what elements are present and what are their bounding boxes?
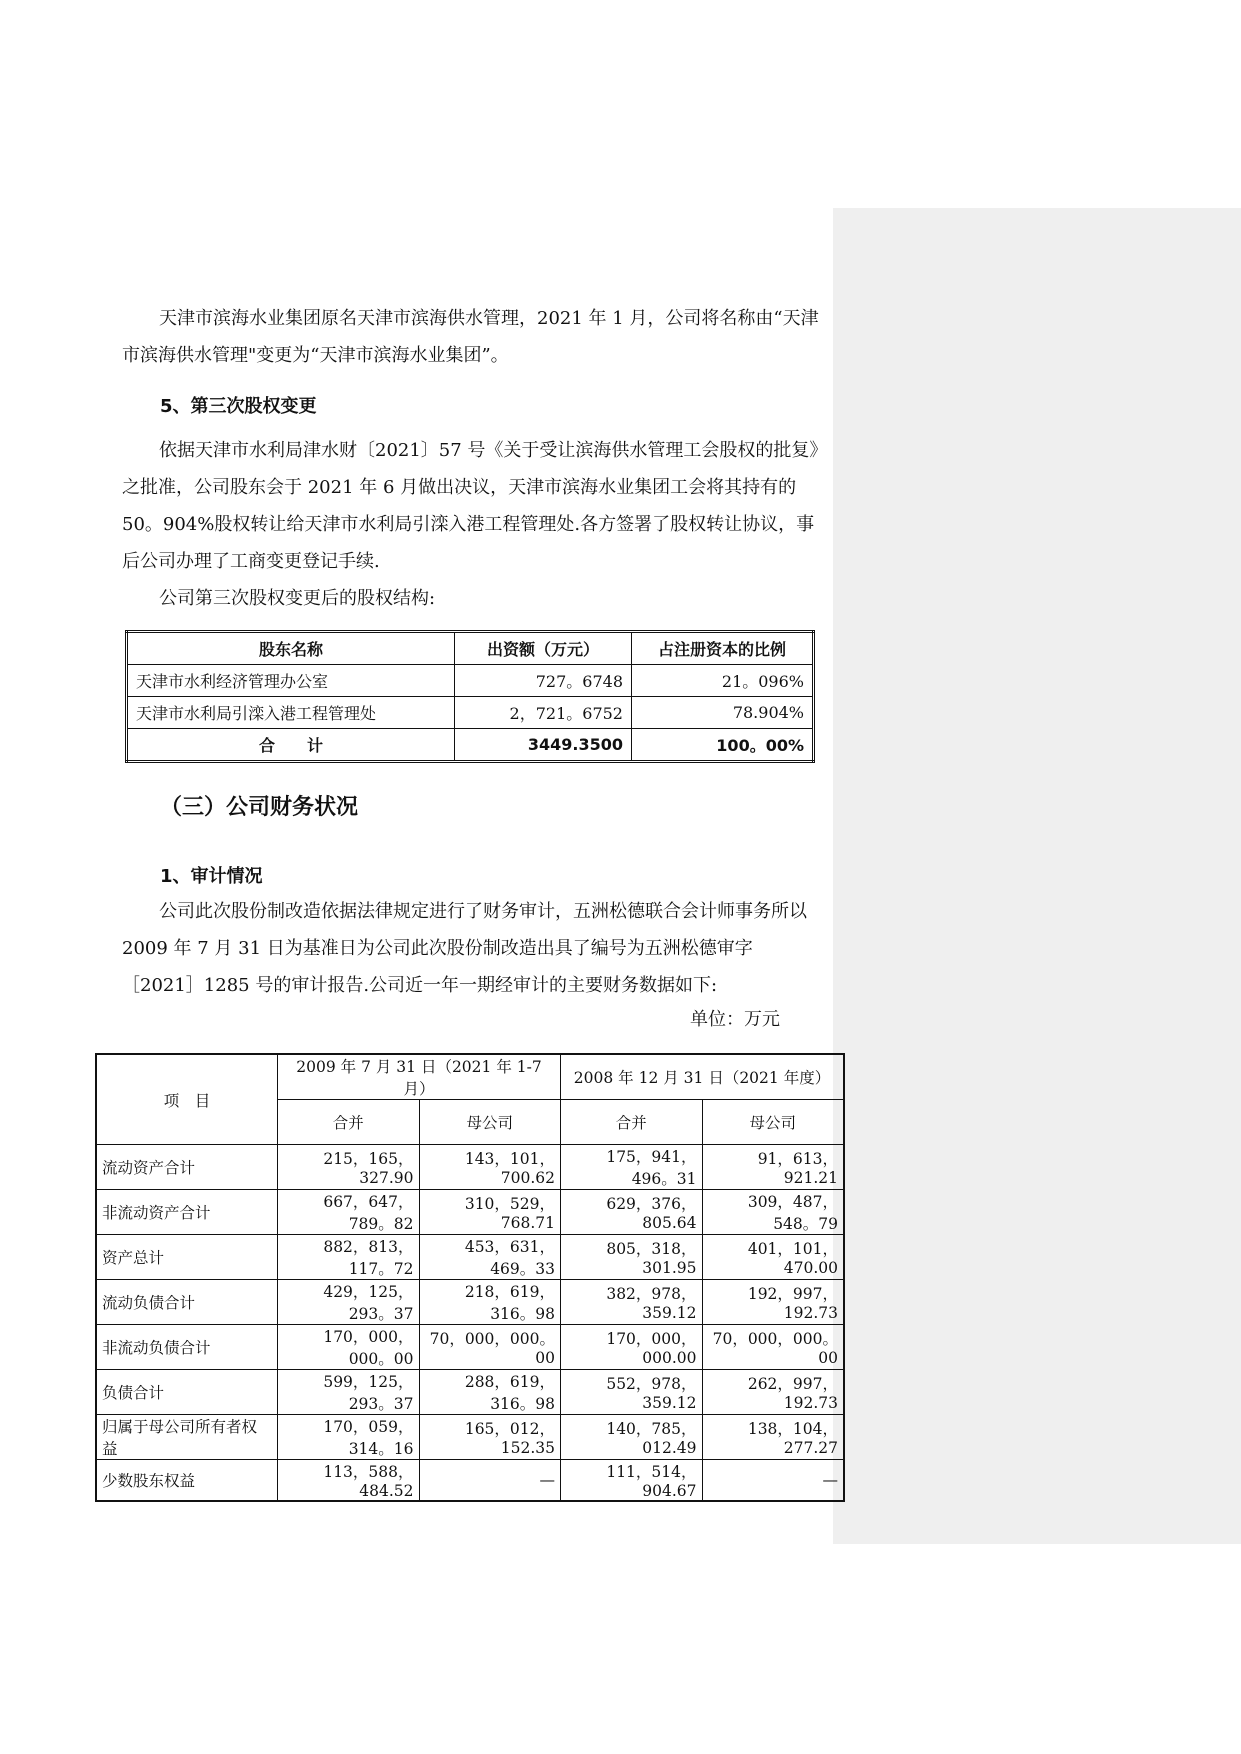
total-row (127, 729, 814, 762)
heading-audit: 1、审计情况 (160, 866, 263, 887)
cell-value: — (419, 1460, 561, 1502)
cell-value: 175，941，496。31 (561, 1145, 703, 1190)
row-label: 归属于母公司所有者权益 (96, 1415, 278, 1460)
shareholder-name: 天津市水利经济管理办公室 (127, 665, 455, 697)
cell-value: 113，588，484.52 (278, 1460, 420, 1502)
table-row (96, 1145, 844, 1190)
column-header: 股东名称 (127, 632, 455, 665)
cell-value: 288，619，316。98 (419, 1370, 561, 1415)
cell-value: 170，000，000。00 (278, 1325, 420, 1370)
cell-value: 91，613，921.21 (702, 1145, 844, 1190)
table-row (127, 665, 814, 697)
cell-value: 140，785，012.49 (561, 1415, 703, 1460)
table-row (96, 1190, 844, 1235)
cell-value: 138，104，277.27 (702, 1415, 844, 1460)
financial-data-table (95, 1053, 845, 1502)
cell-value: 143，101，700.62 (419, 1145, 561, 1190)
column-header: 出资额（万元） (455, 632, 632, 665)
cell-value: 310，529，768.71 (419, 1190, 561, 1235)
row-label: 负债合计 (96, 1370, 278, 1415)
cell-value: 552，978，359.12 (561, 1370, 703, 1415)
paragraph-audit: 公司此次股份制改造依据法律规定进行了财务审计，五洲松德联合会计师事务所以 2009 年 7 月 31 日为基准日为公司此次股份制改造出具了编号为五洲松德审字［2021］1285 号的审计报告.公司近一年一期经审计的主要财务数据如下: (122, 901, 807, 996)
cell-value: 262，997，192.73 (702, 1370, 844, 1415)
column-header: 占注册资本的比例 (632, 632, 814, 665)
period-header: 2009 年 7 月 31 日（2021 年 1-7 月） (278, 1054, 561, 1100)
cell-value: 453，631，469。33 (419, 1235, 561, 1280)
cell-value: 218，619，316。98 (419, 1280, 561, 1325)
table-row (96, 1325, 844, 1370)
table-row (96, 1235, 844, 1280)
sub-header: 母公司 (419, 1100, 561, 1145)
table-row (96, 1370, 844, 1415)
cell-value: — (702, 1460, 844, 1502)
table-header-row (127, 632, 814, 665)
total-ratio: 100。00% (632, 729, 814, 762)
capital-ratio: 78.904% (632, 697, 814, 729)
cell-value: 170，000，000.00 (561, 1325, 703, 1370)
cell-value: 309，487，548。79 (702, 1190, 844, 1235)
total-label: 合 计 (127, 729, 455, 762)
cell-value: 401，101，470.00 (702, 1235, 844, 1280)
cell-value: 882，813，117。72 (278, 1235, 420, 1280)
cell-value: 599，125，293。37 (278, 1370, 420, 1415)
sub-header: 合并 (561, 1100, 703, 1145)
cell-value: 382，978，359.12 (561, 1280, 703, 1325)
cell-value: 192，997，192.73 (702, 1280, 844, 1325)
row-label: 非流动资产合计 (96, 1190, 278, 1235)
cell-value: 165，012，152.35 (419, 1415, 561, 1460)
paragraph-equity-transfer: 依据天津市水利局津水财〔2021〕57 号《关于受让滨海供水管理工会股权的批复》之批准，公司股东会于 2021 年 6 月做出决议，天津市滨海水业集团工会将其持有的 50。904%股权转让给天津市水利局引滦入港工程管理处.各方签署了股权转让协议，事后公司办理了工商变更登记手续. (122, 440, 819, 572)
cell-value: 805，318，301.95 (561, 1235, 703, 1280)
row-label: 少数股东权益 (96, 1460, 278, 1502)
cell-value: 215，165，327.90 (278, 1145, 420, 1190)
paragraph-name-change: 天津市滨海水业集团原名天津市滨海供水管理，2021 年 1 月，公司将名称由“天津市滨海供水管理"变更为“天津市滨海水业集团”。 (122, 308, 819, 366)
table-header-row (96, 1054, 844, 1100)
cell-value: 629，376，805.64 (561, 1190, 703, 1235)
table-row (127, 697, 814, 729)
capital-amount: 2，721。6752 (455, 697, 632, 729)
table-row (96, 1415, 844, 1460)
comment-sidebar (833, 208, 1241, 1544)
unit-label: 单位：万元 (690, 1009, 780, 1030)
cell-value: 429，125，293。37 (278, 1280, 420, 1325)
capital-ratio: 21。096% (632, 665, 814, 697)
sub-header: 母公司 (702, 1100, 844, 1145)
cell-value: 667，647，789。82 (278, 1190, 420, 1235)
total-amount: 3449.3500 (455, 729, 632, 762)
cell-value: 70，000，000。00 (702, 1325, 844, 1370)
shareholder-name: 天津市水利局引滦入港工程管理处 (127, 697, 455, 729)
capital-amount: 727。6748 (455, 665, 632, 697)
cell-value: 111，514，904.67 (561, 1460, 703, 1502)
table-row (96, 1460, 844, 1502)
paragraph-equity-structure-intro: 公司第三次股权变更后的股权结构: (159, 588, 436, 609)
table-row (96, 1280, 844, 1325)
row-label: 流动负债合计 (96, 1280, 278, 1325)
row-label: 非流动负债合计 (96, 1325, 278, 1370)
row-label: 资产总计 (96, 1235, 278, 1280)
item-header: 项 目 (96, 1054, 278, 1145)
heading-third-equity-change: 5、第三次股权变更 (160, 396, 317, 417)
cell-value: 170，059，314。16 (278, 1415, 420, 1460)
row-label: 流动资产合计 (96, 1145, 278, 1190)
section-financial-status: （三）公司财务状况 (160, 795, 359, 820)
cell-value: 70，000，000。00 (419, 1325, 561, 1370)
period-header: 2008 年 12 月 31 日（2021 年度） (561, 1054, 845, 1100)
sub-header: 合并 (278, 1100, 420, 1145)
equity-structure-table (125, 630, 815, 763)
